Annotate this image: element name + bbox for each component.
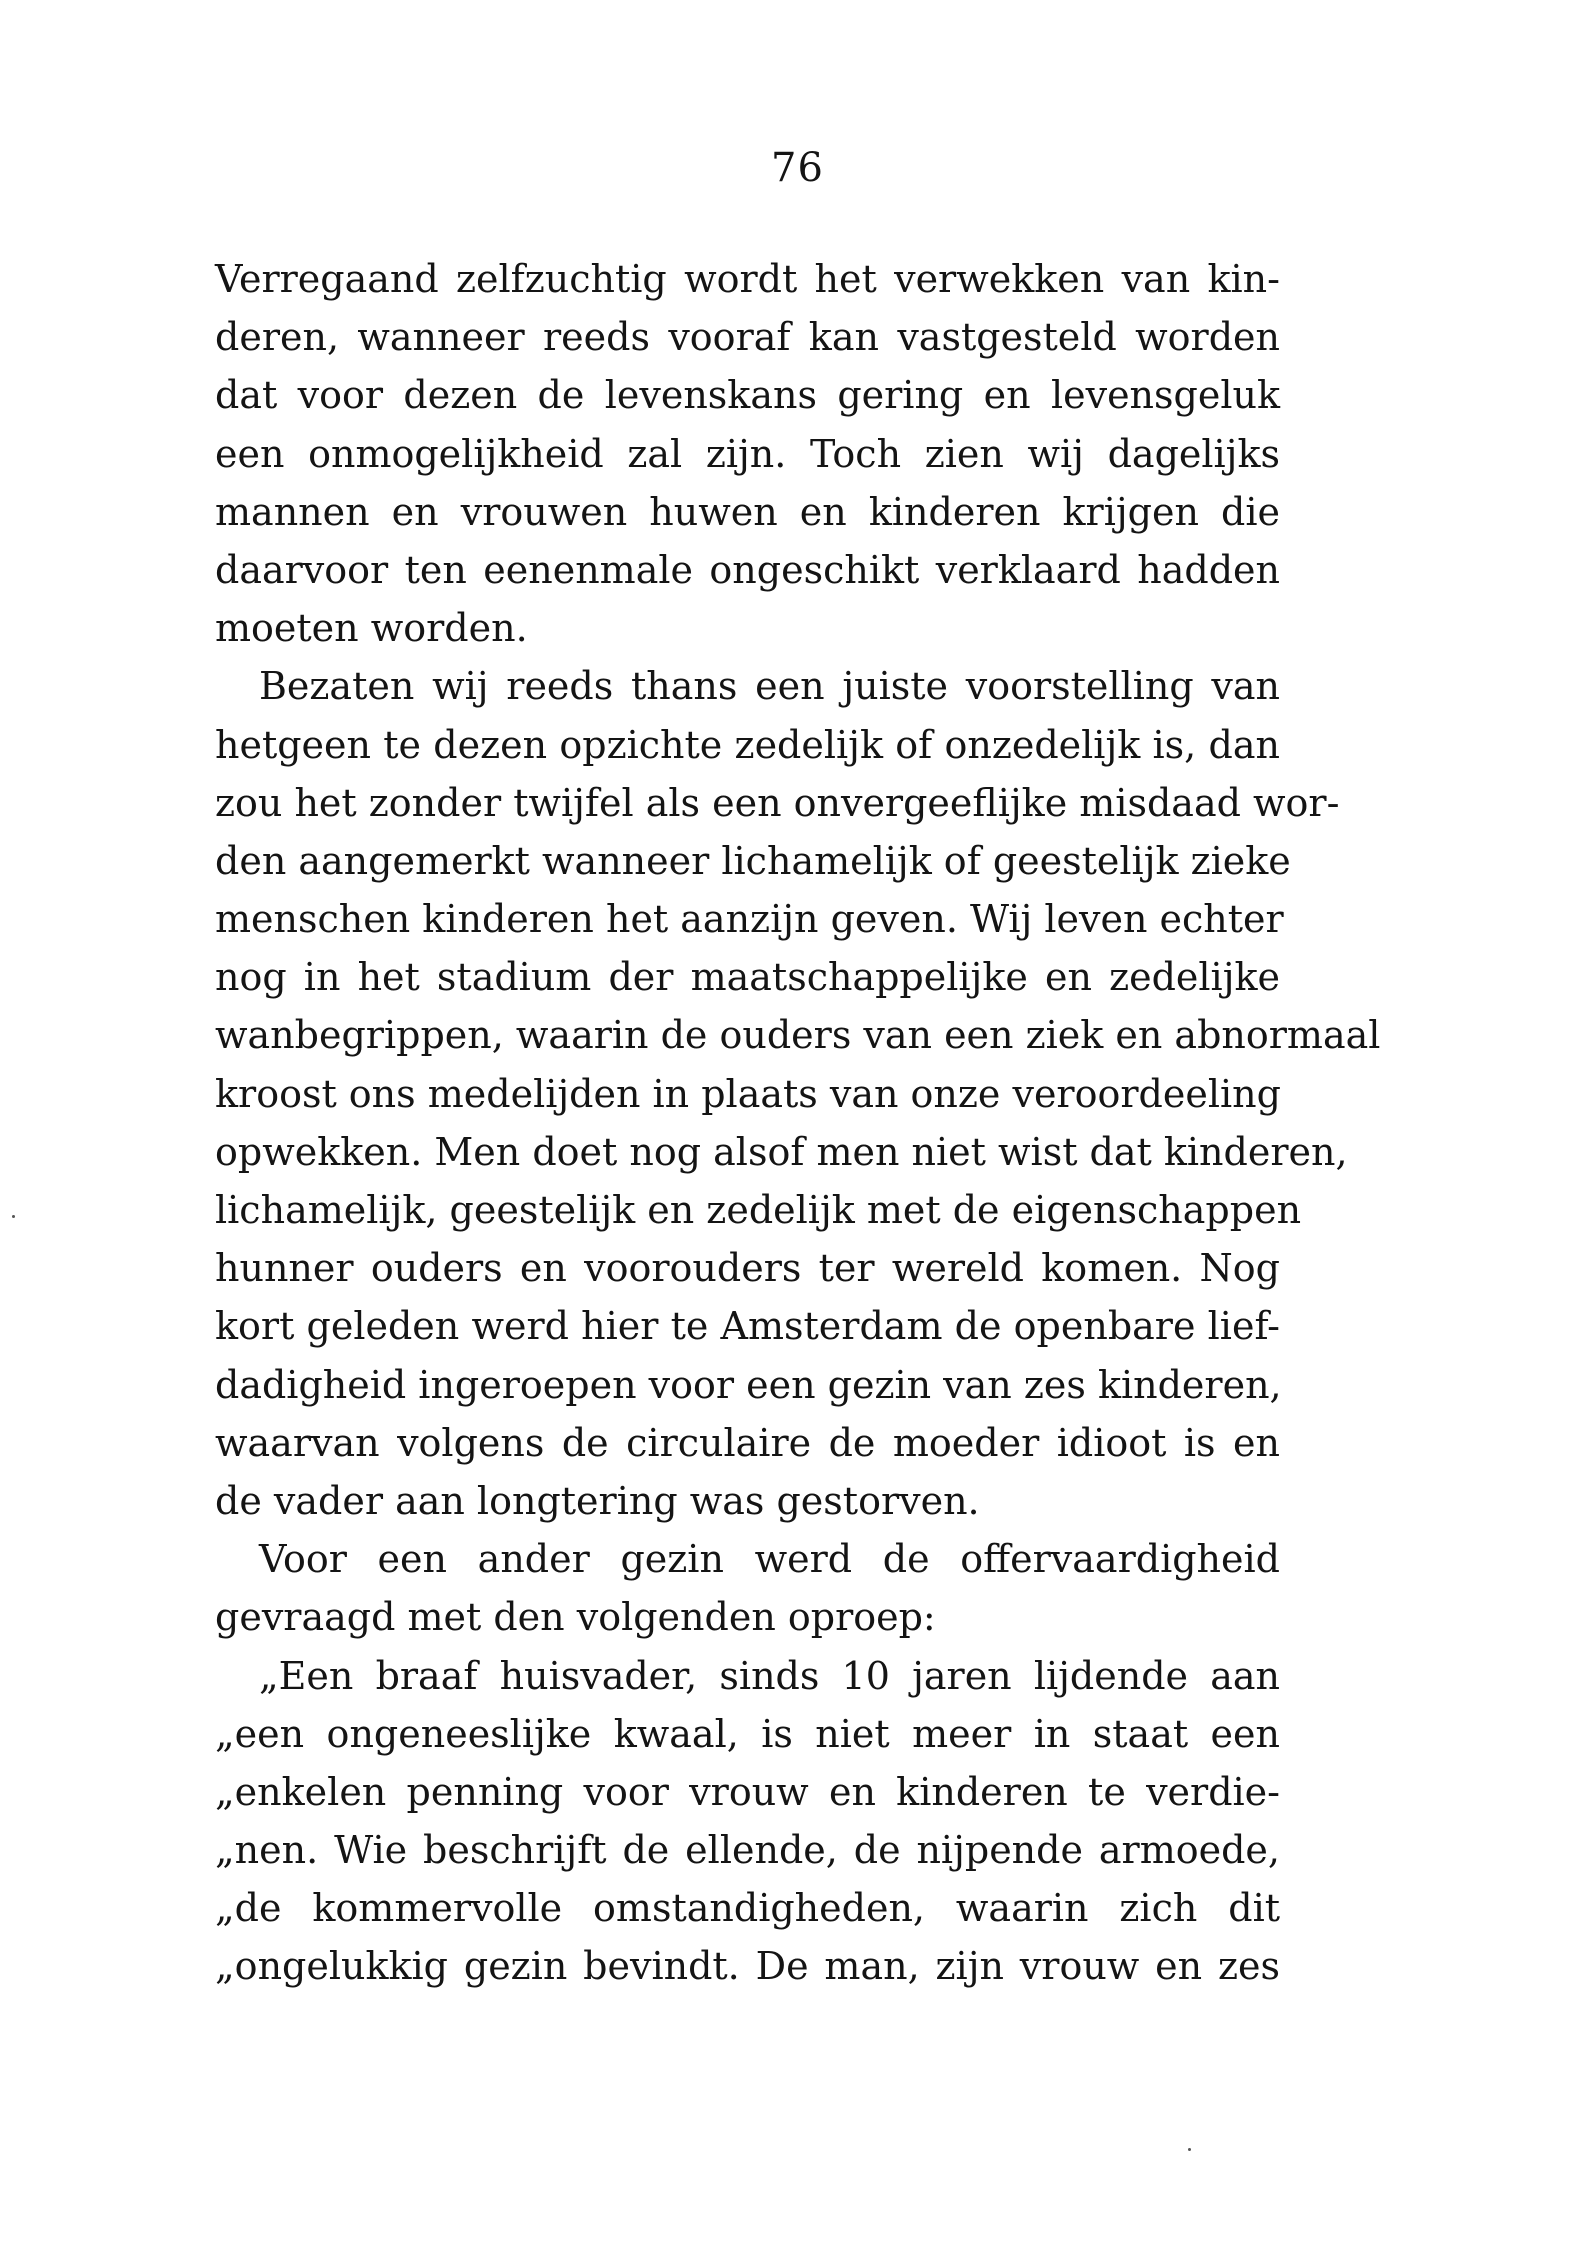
text-line: gevraagd met den volgenden oproep: — [215, 1595, 936, 1640]
text-line: waarvan volgens de circulaire de moeder idioot is en — [215, 1420, 1280, 1465]
scan-speck — [1188, 2148, 1191, 2151]
text-line: een onmogelijkheid zal zijn. Toch zien wij dagelijks — [215, 431, 1280, 476]
text-line: kroost ons medelijden in plaats van onze veroordeeling — [215, 1071, 1281, 1116]
paragraph-first-line: Bezaten wij reeds thans een juiste voorstelling van — [259, 664, 1280, 709]
text-line: dat voor dezen de levenskans gering en levensgeluk — [215, 373, 1280, 418]
text-line: moeten worden. — [215, 606, 528, 651]
text-line: wanbegrippen, waarin de ouders van een ziek en abnormaal — [215, 1013, 1381, 1058]
text-line: zou het zonder twijfel als een onvergeeflijke misdaad wor- — [215, 780, 1340, 825]
text-line: kort geleden werd hier te Amsterdam de openbare lief- — [215, 1304, 1280, 1349]
text-line: menschen kinderen het aanzijn geven. Wij leven echter — [215, 897, 1284, 942]
text-line: Verregaand zelfzuchtig wordt het verwekken van kin- — [215, 257, 1280, 301]
text-line: mannen en vrouwen huwen en kinderen krijgen die — [215, 489, 1280, 534]
text-line: den aangemerkt wanneer lichamelijk of geestelijk zieke — [215, 838, 1291, 883]
text-line: lichamelijk, geestelijk en zedelijk met de eigenschappen — [215, 1188, 1302, 1232]
quote-line: „ongelukkig gezin bevindt. De man, zijn vrouw en zes — [215, 1944, 1280, 1989]
text-line: dadigheid ingeroepen voor een gezin van zes kinderen, — [215, 1362, 1282, 1407]
text-line: de vader aan longtering was gestorven. — [215, 1478, 980, 1523]
text-line: deren, wanneer reeds vooraf kan vastgesteld worden — [215, 315, 1280, 360]
text-line: nog in het stadium der maatschappelijke en zedelijke — [215, 955, 1280, 1000]
text-line: daarvoor ten eenenmale ongeschikt verklaard hadden — [215, 547, 1280, 592]
text-line: hunner ouders en voorouders ter wereld komen. Nog — [215, 1246, 1280, 1291]
text-line: hetgeen te dezen opzichte zedelijk of onzedelijk is, dan — [215, 722, 1280, 767]
quote-line: „nen. Wie beschrijft de ellende, de nijpende armoede, — [215, 1828, 1280, 1873]
quote-line: „de kommervolle omstandigheden, waarin zich dit — [215, 1886, 1280, 1931]
page-number: 76 — [771, 145, 824, 191]
quote-first-line: „Een braaf huisvader, sinds 10 jaren lijdende aan — [259, 1653, 1280, 1698]
paragraph-first-line: Voor een ander gezin werd de offervaardigheid — [259, 1537, 1280, 1582]
quote-line: „een ongeneeslijke kwaal, is niet meer in staat een — [215, 1711, 1280, 1756]
quote-line: „enkelen penning voor vrouw en kinderen te verdie- — [215, 1769, 1280, 1814]
text-line: opwekken. Men doet nog alsof men niet wist dat kinderen, — [215, 1129, 1348, 1174]
scan-speck — [12, 1215, 15, 1218]
body-text — [215, 250, 1381, 1996]
